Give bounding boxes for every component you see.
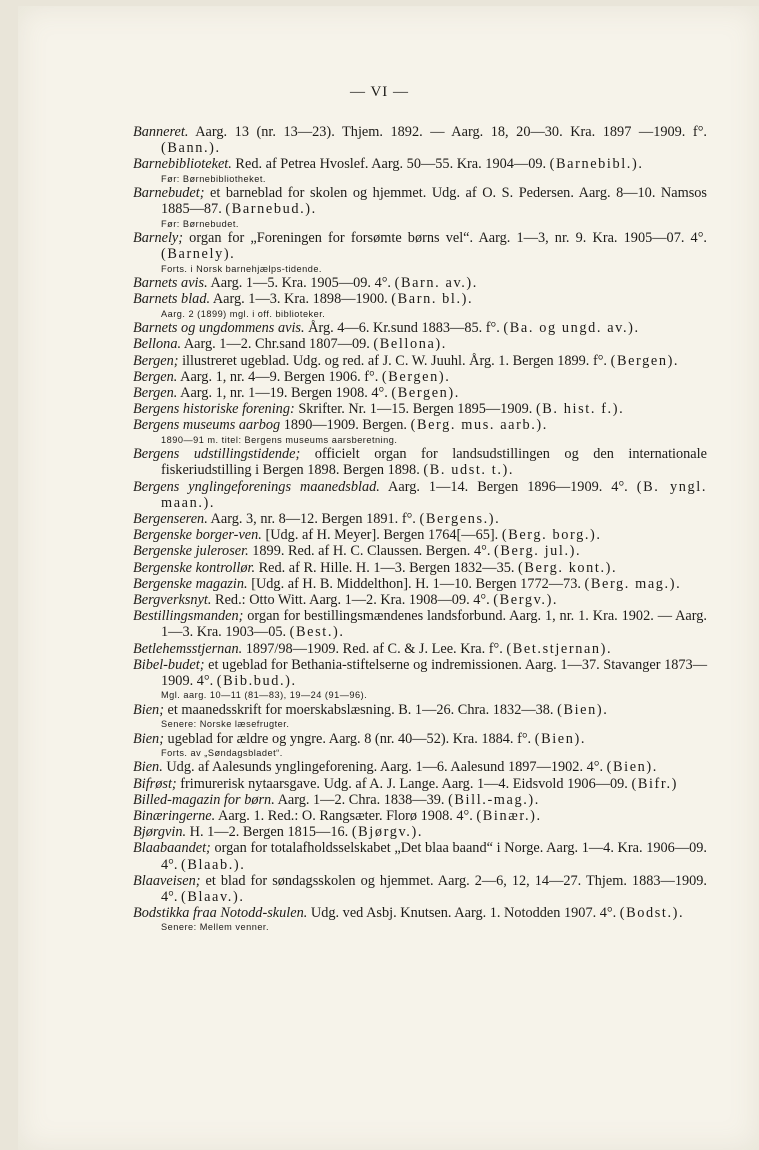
entry-title: Bergenske juleroser. <box>133 543 249 560</box>
entry-body: frimurerisk nytaarsgave. Udg. af A. J. Lange. Aarg. 1—4. Eidsvold 1906—09. <box>176 775 632 792</box>
catalog-entry <box>133 657 707 689</box>
entry-abbreviation: (Berg. jul.). <box>493 543 582 560</box>
entry-title: Bergens udstillingstidende; <box>133 446 301 463</box>
entry-abbreviation: (Bet.stjernan). <box>506 640 613 657</box>
entry-title: Banneret. <box>133 124 189 140</box>
page-number: — VI — <box>349 84 410 100</box>
entry-title: Bifrøst; <box>133 775 177 792</box>
entry-note: Aarg. 2 (1899) mgl. i off. biblioteker. <box>161 308 326 319</box>
catalog-entry <box>133 417 707 433</box>
entry-abbreviation: (Barn. av.). <box>394 275 478 292</box>
entry-note: Før: Børnebibliotheket. <box>161 173 266 184</box>
entry-body: Aarg. 1. Red.: O. Rangsæter. Florø 1908. 4°. <box>215 808 477 825</box>
entry-body: organ for bestillingsmændenes landsforbund. Aarg. 1, nr. 1. Kra. 1902. — Aarg. 1—3. Kra. 1903—05. <box>161 608 707 641</box>
entry-body: Aarg. 1—2. Chr.sand 1807—09. <box>181 336 374 353</box>
entry-body: et barneblad for skolen og hjemmet. Udg. af O. S. Pedersen. Aarg. 8—10. Namsos 1885—87. <box>161 185 707 218</box>
entry-abbreviation: (B. udst. t.). <box>423 462 515 479</box>
catalog-entry <box>133 156 707 172</box>
entry-body: Aarg. 1—3. Kra. 1898—1900. <box>210 291 392 308</box>
catalog-entry <box>133 840 707 872</box>
entry-note: 1890—91 m. titel: Bergens museums aarsberetning. <box>161 434 398 445</box>
entry-body: officielt organ for landsudstillingen og den internationale fiskeriudstilling i Bergen 1898. Bergen 1898. <box>161 446 707 479</box>
entry-body: organ for totalafholdsselskabet „Det blaa baand“ i Norge. Aarg. 1—4. Kra. 1906—09. 4°. <box>161 840 707 873</box>
catalog-entry <box>133 275 707 291</box>
catalog-entry <box>133 608 707 640</box>
entry-abbreviation: (Bergv.). <box>493 592 559 609</box>
catalog-entry <box>133 401 707 417</box>
entry-abbreviation: (Barnebud.). <box>225 201 317 218</box>
entry-abbreviation: (Bill.-mag.). <box>448 791 540 808</box>
catalog-entry <box>133 230 707 262</box>
entry-abbreviation: (Blaav.). <box>181 889 245 906</box>
entry-abbreviation: (Bergen). <box>381 368 451 385</box>
entry-note: Forts. av „Søndagsbladet“. <box>161 747 283 758</box>
entry-abbreviation: (Bodst.). <box>619 905 685 922</box>
entry-title: Bergenseren. <box>133 511 208 528</box>
entry-title: Bergens historiske forening: <box>133 401 295 418</box>
catalog-entry <box>133 320 707 336</box>
entry-title: Bergenske magazin. <box>133 575 248 592</box>
entry-title: Billed-magazin for børn. <box>133 791 275 808</box>
entry-body: Red. af R. Hille. H. 1—3. Bergen 1832—35. <box>255 559 519 576</box>
catalog-entry <box>133 369 707 385</box>
catalog-entry <box>133 511 707 527</box>
entry-title: Barnets avis. <box>133 275 208 292</box>
catalog-entry <box>133 776 707 792</box>
catalog-entry <box>133 792 707 808</box>
catalog-entry <box>133 124 707 156</box>
entry-body: et maanedsskrift for moerskabslæsning. B. 1—26. Chra. 1832—38. <box>163 701 558 718</box>
entry-title: Bellona. <box>133 336 182 353</box>
entry-body: Årg. 4—6. Kr.sund 1883—85. f°. <box>304 320 504 337</box>
entry-body: et blad for søndagsskolen og hjemmet. Aarg. 2—6, 12, 14—27. Thjem. 1883—1909. 4°. <box>161 872 707 906</box>
catalog-entry <box>133 560 707 576</box>
entry-abbreviation: (Barn. bl.). <box>391 291 474 308</box>
entry-abbreviation: (Berg. mag.). <box>584 575 682 592</box>
entry-title: Bjørgvin. <box>133 824 187 841</box>
catalog-entry <box>133 385 707 401</box>
entry-title: Barnebudet; <box>133 185 205 202</box>
catalog-entry <box>133 808 707 824</box>
entry-body: organ for „Foreningen for forsømte børns vel“. Aarg. 1—3, nr. 9. Kra. 1905—07. 4°. <box>183 230 707 247</box>
catalog-entry <box>133 336 707 352</box>
entry-abbreviation: (Bien). <box>557 701 609 718</box>
catalog-entry <box>133 731 707 747</box>
entry-note: Senere: Mellem venner. <box>161 922 270 933</box>
entry-abbreviation: (Bien). <box>534 730 587 747</box>
catalog-entry <box>133 702 707 718</box>
entry-body: [Udg. af H. B. Middelthon]. H. 1—10. Bergen 1772—73. <box>247 575 585 592</box>
entry-title: Bergenske kontrollør. <box>133 559 256 576</box>
entry-body: Aarg. 1—2. Chra. 1838—39. <box>274 791 449 808</box>
entry-abbreviation: (Bergen). <box>391 385 460 402</box>
entry-abbreviation: (B. yngl. maan.). <box>161 478 708 511</box>
entry-body: 1890—1909. Bergen. <box>280 417 411 434</box>
catalog-entry <box>133 824 707 840</box>
entry-body: Red.: Otto Witt. Aarg. 1—2. Kra. 1908—09. 4°. <box>211 592 494 609</box>
entry-abbreviation: (Bifr.) <box>631 775 679 792</box>
entry-body: Aarg. 1, nr. 1—19. Bergen 1908. 4°. <box>177 385 392 402</box>
catalog-entry <box>133 576 707 592</box>
catalog-entry <box>133 446 707 478</box>
entry-abbreviation: (Bergens.). <box>419 511 501 528</box>
entry-body: Red. af Petrea Hvoslef. Aarg. 50—55. Kra. 1904—09. <box>231 156 550 173</box>
catalog-entry <box>133 479 707 511</box>
entry-title: Barnely; <box>133 230 184 247</box>
entry-title: Bien; <box>133 701 164 718</box>
entry-body: Aarg. 13 (nr. 13—23). Thjem. 1892. — Aarg. 18, 20—30. Kra. 1897 —1909. f°. <box>188 124 707 140</box>
entry-title: Bibel-budet; <box>133 656 205 673</box>
catalog-entry <box>133 641 707 657</box>
entry-title: Bergens ynglingeforenings maanedsblad. <box>133 478 380 495</box>
entry-body: Aarg. 1—14. Bergen 1896—1909. 4°. <box>379 478 637 495</box>
entry-abbreviation: (Berg. borg.). <box>501 527 602 544</box>
entry-title: Bergen. <box>133 385 178 402</box>
entry-body: [Udg. af H. Meyer]. Bergen 1764[—65]. <box>261 527 502 544</box>
catalog-entries <box>133 124 707 934</box>
entry-abbreviation: (Bergen). <box>610 352 680 369</box>
entry-body: Aarg. 1—5. Kra. 1905—09. 4°. <box>207 275 395 292</box>
catalog-entry <box>133 873 707 905</box>
entry-body: Udg. af Aalesunds ynglingeforening. Aarg. 1—6. Aalesund 1897—1902. 4°. <box>162 759 607 776</box>
entry-title: Bestillingsmanden; <box>133 608 244 625</box>
entry-title: Bergens museums aarbog <box>133 417 281 434</box>
entry-body: et ugeblad for Bethania-stiftelserne og indremissionen. Aarg. 1—37. Stavanger 1873—1909. 4°. <box>161 656 707 690</box>
entry-title: Barnets og ungdommens avis. <box>133 320 305 337</box>
entry-title: Betlehemsstjernan. <box>133 640 243 657</box>
entry-abbreviation: (B. hist. f.). <box>535 401 625 418</box>
catalog-entry <box>133 291 707 307</box>
entry-title: Blaaveisen; <box>133 872 201 889</box>
entry-body: ugeblad for ældre og yngre. Aarg. 8 (nr. 40—52). Kra. 1884. f°. <box>163 730 535 747</box>
entry-abbreviation: (Barnebibl.). <box>549 156 644 173</box>
entry-title: Bergverksnyt. <box>133 592 212 609</box>
entry-body: Udg. ved Asbj. Knutsen. Aarg. 1. Notodden 1907. 4°. <box>307 905 620 922</box>
entry-abbreviation: (Barnely). <box>161 246 236 263</box>
entry-abbreviation: (Best.). <box>289 624 345 641</box>
catalog-entry <box>133 905 707 921</box>
catalog-entry <box>133 543 707 559</box>
entry-note: Senere: Norske læsefrugter. <box>161 719 290 730</box>
entry-abbreviation: (Binær.). <box>476 808 542 825</box>
entry-title: Bergen; <box>133 352 179 369</box>
entry-abbreviation: (Bien). <box>606 759 658 776</box>
entry-title: Bodstikka fraa Notodd-skulen. <box>133 905 308 922</box>
entry-title: Binæringerne. <box>133 808 216 825</box>
entry-body: Skrifter. Nr. 1—15. Bergen 1895—1909. <box>294 401 536 418</box>
entry-abbreviation: (Blaab.). <box>181 856 246 873</box>
entry-abbreviation: (Bib.bud.). <box>216 673 297 690</box>
catalog-entry <box>133 185 707 217</box>
entry-title: Bergen. <box>133 368 178 385</box>
entry-title: Barnets blad. <box>133 291 211 308</box>
entry-abbreviation: (Bann.). <box>161 140 221 157</box>
entry-title: Bien. <box>133 759 163 776</box>
entry-abbreviation: (Bjørgv.). <box>351 824 424 841</box>
entry-title: Blaabaandet; <box>133 840 211 857</box>
entry-body: 1899. Red. af H. C. Claussen. Bergen. 4°. <box>248 543 494 560</box>
entry-title: Bien; <box>133 730 164 747</box>
entry-body: illustreret ugeblad. Udg. og red. af J. C. W. Juuhl. Årg. 1. Bergen 1899. f°. <box>178 352 611 369</box>
entry-note: Forts. i Norsk barnehjælps-tidende. <box>161 263 322 274</box>
entry-abbreviation: (Bellona). <box>373 336 447 353</box>
entry-title: Bergenske borger-ven. <box>133 527 262 544</box>
catalog-entry <box>133 353 707 369</box>
entry-title: Barnebiblioteket. <box>133 156 232 173</box>
catalog-entry <box>133 527 707 543</box>
entry-body: H. 1—2. Bergen 1815—16. <box>186 824 352 841</box>
entry-abbreviation: (Ba. og ungd. av.). <box>503 320 640 337</box>
entry-body: 1897/98—1909. Red. af C. & J. Lee. Kra. f°. <box>242 640 507 657</box>
entry-note: Mgl. aarg. 10—11 (81—83), 19—24 (91—96). <box>161 690 368 701</box>
entry-note: Før: Børnebudet. <box>161 218 239 229</box>
entry-body: Aarg. 3, nr. 8—12. Bergen 1891. f°. <box>207 511 420 528</box>
catalog-entry <box>133 592 707 608</box>
entry-abbreviation: (Berg. kont.). <box>518 559 618 576</box>
entry-body: Aarg. 1, nr. 4—9. Bergen 1906. f°. <box>177 368 382 385</box>
entry-abbreviation: (Berg. mus. aarb.). <box>410 417 548 434</box>
catalog-entry <box>133 759 707 775</box>
